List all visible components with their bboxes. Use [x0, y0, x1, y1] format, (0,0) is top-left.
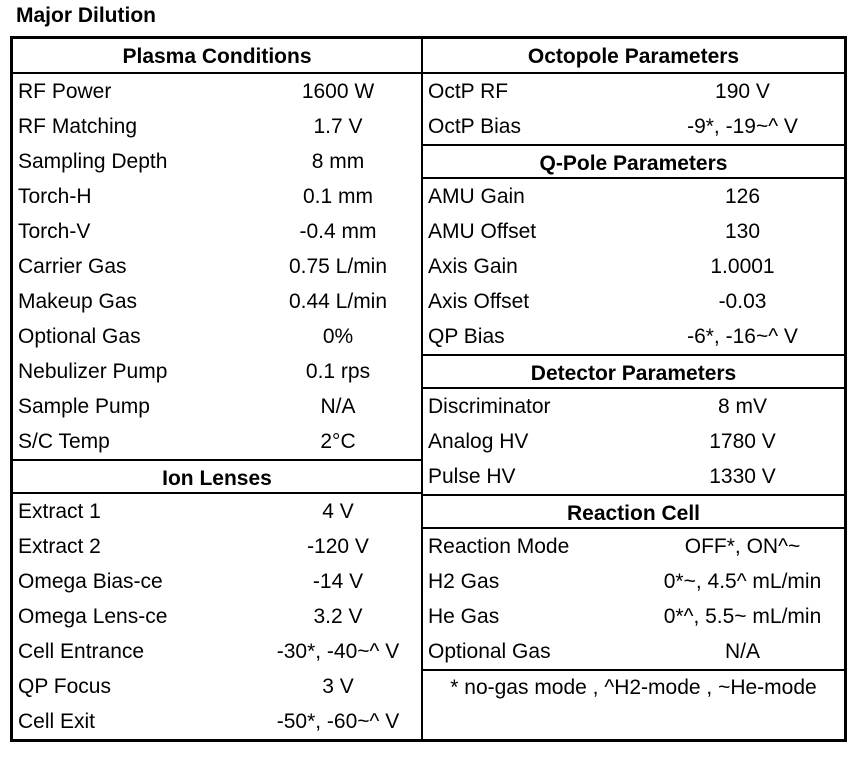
octopole-row — [423, 74, 844, 109]
plasma-value: 0.1 rps — [305, 360, 371, 383]
ion-lens-row — [13, 704, 421, 739]
ion-lens-label: Omega Lens-ce — [18, 605, 168, 628]
plasma-label: Carrier Gas — [18, 255, 127, 278]
octopole-value: -9*, -19~^ V — [687, 115, 798, 138]
plasma-value: 0.1 mm — [302, 185, 373, 208]
ion-lens-value: -50*, -60~^ V — [276, 710, 400, 733]
ion-lens-value: -30*, -40~^ V — [276, 640, 400, 663]
ion-lens-row — [13, 494, 421, 529]
detector-row — [423, 424, 844, 459]
detector-value: 1780 V — [709, 430, 776, 453]
q-pole-row — [423, 214, 844, 249]
q-pole-row — [423, 249, 844, 284]
plasma-row — [13, 74, 421, 109]
ion-lens-label: Extract 2 — [18, 535, 101, 558]
parameters-table — [10, 36, 847, 742]
plasma-row — [13, 319, 421, 354]
detector-label: Pulse HV — [428, 465, 516, 488]
page-title: Major Dilution — [16, 4, 156, 27]
detector-parameters-header: Detector Parameters — [423, 354, 844, 389]
q-pole-row — [423, 319, 844, 354]
reaction-cell-value: N/A — [724, 640, 760, 663]
q-pole-row — [423, 179, 844, 214]
reaction-cell-value: OFF*, ON^~ — [684, 535, 801, 558]
q-pole-parameters-header: Q-Pole Parameters — [423, 144, 844, 179]
mode-legend-note: * no-gas mode , ^H2-mode , ~He-mode — [423, 669, 844, 739]
q-pole-label: QP Bias — [428, 325, 505, 348]
ion-lens-value: 3 V — [322, 675, 354, 698]
left-column — [13, 39, 423, 739]
octopole-parameters-header: Octopole Parameters — [423, 39, 844, 74]
plasma-label: Sampling Depth — [18, 150, 168, 173]
reaction-cell-row — [423, 564, 844, 599]
ion-lenses-header: Ion Lenses — [13, 459, 421, 494]
plasma-row — [13, 109, 421, 144]
plasma-value: -0.4 mm — [299, 220, 377, 243]
ion-lens-row — [13, 599, 421, 634]
plasma-value: 2°C — [320, 430, 356, 453]
q-pole-value: -0.03 — [718, 290, 767, 313]
plasma-label: S/C Temp — [18, 430, 110, 453]
detector-value: 8 mV — [717, 395, 767, 418]
reaction-cell-row — [423, 599, 844, 634]
plasma-row — [13, 144, 421, 179]
octopole-row — [423, 109, 844, 144]
detector-value: 1330 V — [709, 465, 776, 488]
ion-lens-value: -120 V — [307, 535, 369, 558]
ion-lens-label: Omega Bias-ce — [18, 570, 163, 593]
plasma-label: Torch-V — [18, 220, 91, 243]
q-pole-label: Axis Offset — [428, 290, 530, 313]
reaction-cell-label: He Gas — [428, 605, 500, 628]
q-pole-value: 1.0001 — [710, 255, 775, 278]
plasma-value: 1.7 V — [313, 115, 363, 138]
octopole-value: 190 V — [715, 80, 770, 103]
plasma-row — [13, 284, 421, 319]
plasma-row — [13, 179, 421, 214]
ion-lens-label: QP Focus — [18, 675, 111, 698]
q-pole-label: AMU Offset — [428, 220, 537, 243]
plasma-row — [13, 214, 421, 249]
plasma-label: Sample Pump — [18, 395, 150, 418]
detector-row — [423, 459, 844, 494]
plasma-label: RF Matching — [18, 115, 138, 138]
reaction-cell-label: Optional Gas — [428, 640, 551, 663]
q-pole-label: Axis Gain — [428, 255, 518, 278]
plasma-value: 0.75 L/min — [288, 255, 388, 278]
right-column — [423, 39, 844, 739]
reaction-cell-header: Reaction Cell — [423, 494, 844, 529]
plasma-label: Torch-H — [18, 185, 92, 208]
q-pole-label: AMU Gain — [428, 185, 525, 208]
reaction-cell-label: H2 Gas — [428, 570, 500, 593]
q-pole-value: 130 — [724, 220, 761, 243]
octopole-label: OctP RF — [428, 80, 509, 103]
q-pole-value: 126 — [724, 185, 761, 208]
ion-lens-value: 4 V — [322, 500, 354, 523]
ion-lens-row — [13, 634, 421, 669]
ion-lens-label: Cell Entrance — [18, 640, 145, 663]
plasma-row — [13, 389, 421, 424]
detector-label: Analog HV — [428, 430, 529, 453]
ion-lens-row — [13, 564, 421, 599]
detector-row — [423, 389, 844, 424]
plasma-value: 0% — [322, 325, 354, 348]
plasma-label: RF Power — [18, 80, 112, 103]
reaction-cell-value: 0*^, 5.5~ mL/min — [663, 605, 822, 628]
ion-lens-value: 3.2 V — [313, 605, 363, 628]
ion-lens-label: Extract 1 — [18, 500, 101, 523]
reaction-cell-row — [423, 529, 844, 564]
plasma-value: 1600 W — [301, 80, 375, 103]
plasma-row — [13, 354, 421, 389]
octopole-label: OctP Bias — [428, 115, 521, 138]
plasma-value: 0.44 L/min — [288, 290, 388, 313]
plasma-row — [13, 249, 421, 284]
q-pole-value: -6*, -16~^ V — [687, 325, 798, 348]
plasma-value: N/A — [320, 395, 356, 418]
plasma-row — [13, 424, 421, 459]
ion-lens-row — [13, 669, 421, 704]
reaction-cell-row — [423, 634, 844, 669]
plasma-label: Nebulizer Pump — [18, 360, 168, 383]
plasma-value: 8 mm — [311, 150, 365, 173]
plasma-conditions-header: Plasma Conditions — [13, 39, 421, 74]
reaction-cell-label: Reaction Mode — [428, 535, 570, 558]
ion-lens-row — [13, 529, 421, 564]
reaction-cell-value: 0*~, 4.5^ mL/min — [663, 570, 822, 593]
detector-label: Discriminator — [428, 395, 551, 418]
ion-lens-value: -14 V — [312, 570, 364, 593]
plasma-label: Optional Gas — [18, 325, 141, 348]
ion-lens-label: Cell Exit — [18, 710, 96, 733]
q-pole-row — [423, 284, 844, 319]
plasma-label: Makeup Gas — [18, 290, 138, 313]
